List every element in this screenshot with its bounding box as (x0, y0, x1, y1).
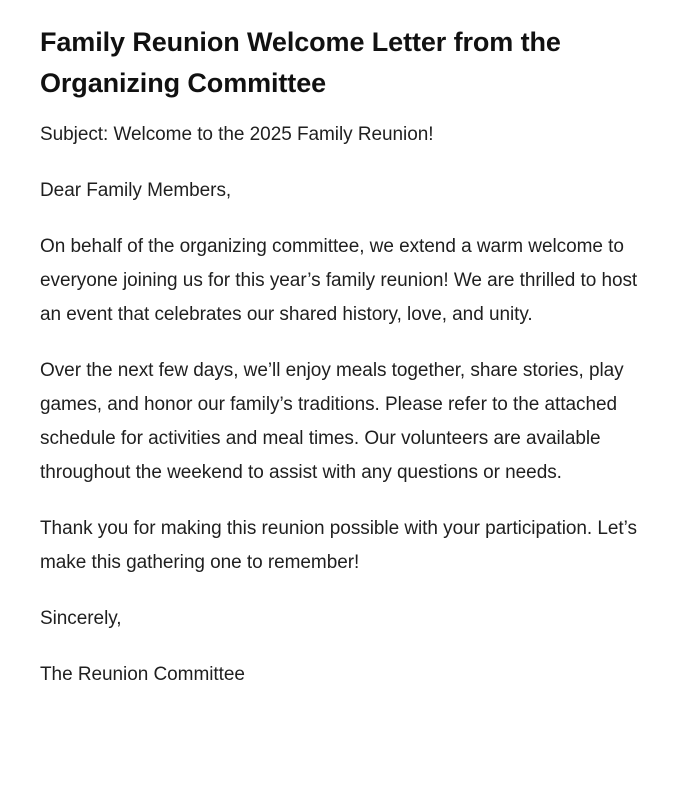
body-paragraph-3: Thank you for making this reunion possible with your participation. Let’s make this gathering one to remember! (40, 518, 637, 573)
page-title: Family Reunion Welcome Letter from the Organizing Committee (40, 27, 561, 98)
body-paragraph-2: Over the next few days, we’ll enjoy meals together, share stories, play games, and honor our family’s traditions. Please refer to the attached schedule for activities and meal times. Our volunteers are available throughout the weekend to assist with any questions or needs. (40, 360, 624, 483)
letter-body (40, 118, 640, 692)
closing: Sincerely, (40, 608, 122, 629)
signature: The Reunion Committee (40, 664, 245, 685)
salutation: Dear Family Members, (40, 180, 232, 201)
body-paragraph-1: On behalf of the organizing committee, we extend a warm welcome to everyone joining us for this year’s family reunion! We are thrilled to host an event that celebrates our shared history, love, and unity. (40, 236, 638, 325)
subject-line: Subject: Welcome to the 2025 Family Reunion! (40, 124, 434, 145)
